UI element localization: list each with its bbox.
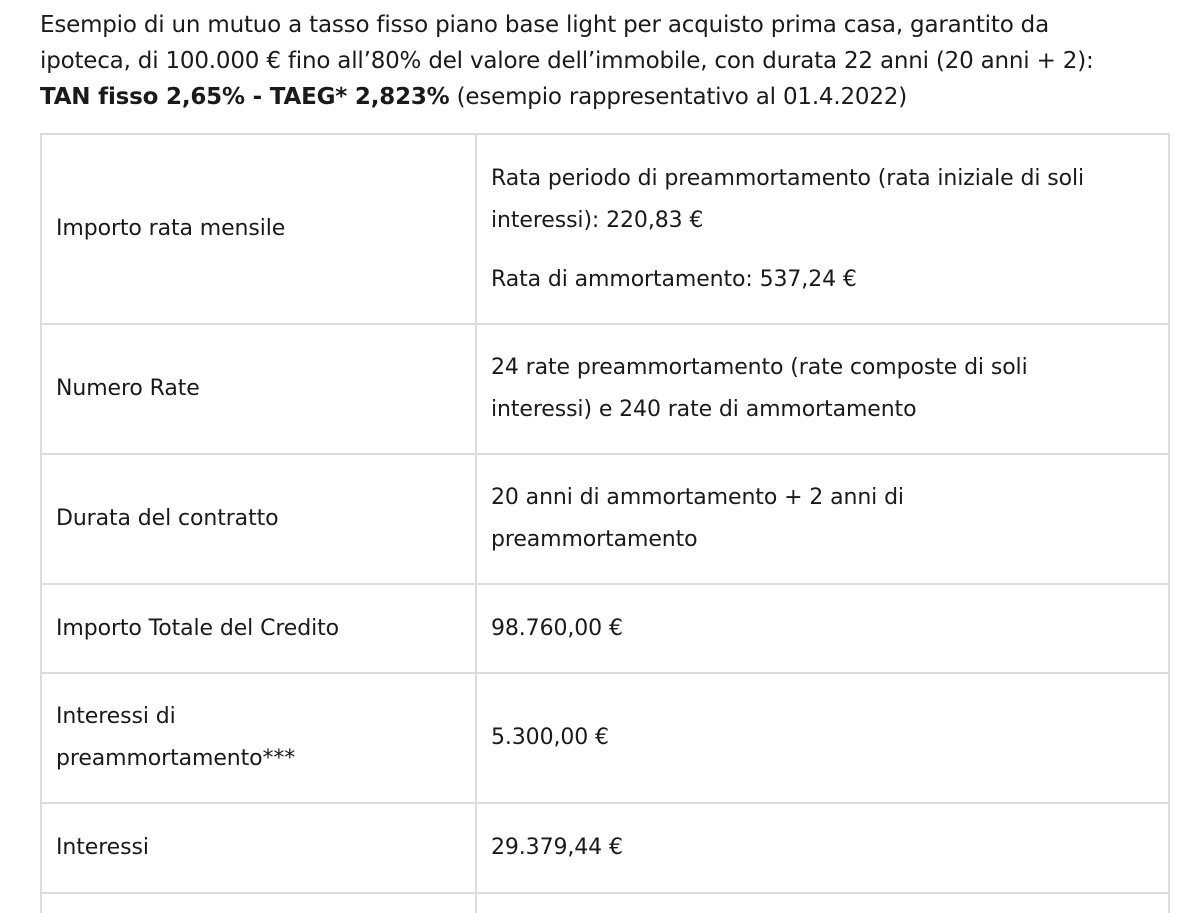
row-label — [41, 803, 476, 893]
label-text: Durata del contratto — [56, 506, 279, 531]
value-text — [491, 347, 1154, 431]
value-line: interessi) e 240 rate di ammortamento — [491, 397, 917, 422]
row-label — [41, 584, 476, 673]
loan-details-table — [40, 133, 1170, 913]
row-label — [41, 893, 476, 913]
amortization-installment-text: Rata di ammortamento: 537,24 € — [491, 266, 857, 292]
label-text: Numero Rate — [56, 376, 200, 401]
row-label — [41, 324, 476, 454]
example-date-note: (esempio rappresentativo al 01.4.2022) — [449, 84, 907, 110]
row-value — [476, 324, 1169, 454]
table-row — [41, 454, 1169, 584]
row-label — [41, 454, 476, 584]
intro-line-2: ipoteca, di 100.000 € fino all’80% del valore dell’immobile, con durata 22 anni (20 anni + 2): — [40, 48, 1094, 74]
label-line: Interessi di — [56, 704, 176, 729]
row-value — [476, 584, 1169, 673]
table-row — [41, 324, 1169, 454]
row-value — [476, 803, 1169, 893]
value-text: 29.379,44 € — [491, 835, 623, 860]
table-row — [41, 134, 1169, 324]
row-value — [476, 893, 1169, 913]
value-line: interessi): 220,83 € — [491, 207, 704, 233]
table-row — [41, 673, 1169, 803]
value-line: preammortamento — [491, 527, 698, 552]
row-value — [476, 454, 1169, 584]
value-text: 98.760,00 € — [491, 615, 623, 641]
value-text: 5.300,00 € — [491, 725, 609, 750]
value-line: 24 rate preammortamento (rate composte di soli — [491, 355, 1028, 380]
value-text — [491, 477, 1154, 561]
intro-paragraph — [40, 7, 1180, 115]
table-row — [41, 584, 1169, 673]
table-row-partial — [41, 893, 1169, 913]
label-text: Importo rata mensile — [56, 216, 286, 241]
value-line: Rata periodo di preammortamento (rata iniziale di soli — [491, 165, 1084, 191]
table-row — [41, 803, 1169, 893]
value-line: 20 anni di ammortamento + 2 anni di — [491, 485, 904, 510]
row-label — [41, 673, 476, 803]
row-value — [476, 134, 1169, 324]
label-text: Interessi — [56, 835, 149, 860]
label-text: Importo Totale del Credito — [56, 615, 340, 641]
row-value — [476, 673, 1169, 803]
intro-line-1: Esempio di un mutuo a tasso fisso piano base light per acquisto prima casa, garantito da — [40, 12, 1049, 38]
label-line: preammortamento*** — [56, 746, 296, 771]
label-text — [56, 696, 461, 780]
rates-highlight: TAN fisso 2,65% - TAEG* 2,823% — [40, 84, 450, 110]
row-label — [41, 134, 476, 324]
intro-line-3 — [40, 79, 1180, 115]
preamortization-installment-text — [491, 158, 1154, 242]
